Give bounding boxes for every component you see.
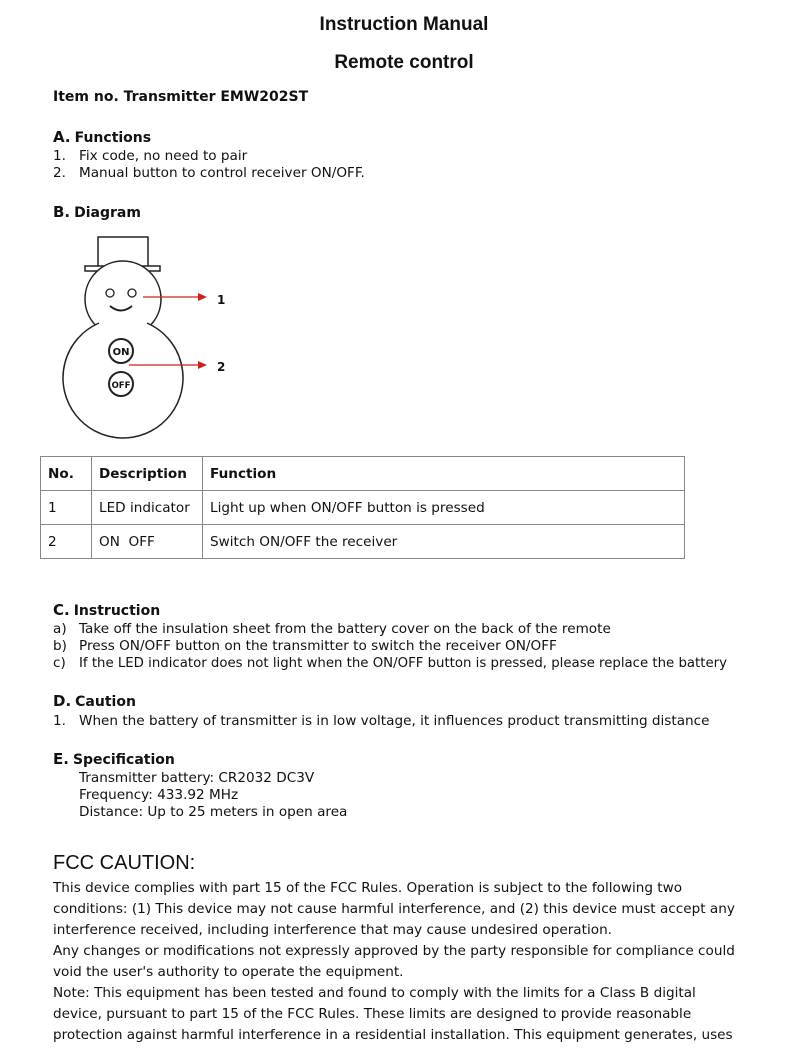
functions-list	[53, 148, 365, 182]
instruction-list	[53, 621, 727, 672]
fcc-heading: FCC CAUTION:	[53, 852, 196, 874]
fcc-line: void the user's authority to operate the equipment.	[53, 964, 404, 980]
off-label: OFF	[111, 381, 131, 391]
section-letter: E.	[53, 750, 69, 768]
page-subtitle: Remote control	[334, 52, 474, 73]
fcc-line: Note: This equipment has been tested and found to comply with the limits for a Class B digital	[53, 985, 696, 1001]
section-diagram-heading	[53, 203, 141, 221]
fcc-line: device, pursuant to part 15 of the FCC Rules. These limits are designed to provide reasonable	[53, 1006, 692, 1022]
fcc-line: interference received, including interference that may cause undesired operation.	[53, 922, 613, 938]
column-header: Description	[92, 457, 203, 491]
section-title: Instruction	[73, 603, 161, 619]
section-title: Caution	[75, 694, 136, 710]
column-header: Function	[203, 457, 685, 491]
list-item	[53, 165, 365, 182]
list-number: 1.	[53, 713, 66, 729]
list-item: Transmitter battery: CR2032 DC3V	[79, 770, 315, 786]
table-row	[41, 491, 685, 525]
fcc-line: Any changes or modifications not expressly approved by the party responsible for compliance could	[53, 943, 735, 959]
on-label: ON	[112, 347, 130, 358]
fcc-text	[53, 878, 735, 1046]
caution-list	[53, 713, 710, 730]
list-number: c)	[53, 655, 66, 671]
table-cell: ON OFF	[92, 525, 203, 559]
item-number: Item no. Transmitter EMW202ST	[53, 89, 309, 105]
table-cell: Light up when ON/OFF button is pressed	[203, 491, 685, 525]
section-caution-heading	[53, 692, 136, 710]
section-instruction-heading	[53, 601, 160, 619]
list-text: Fix code, no need to pair	[79, 148, 248, 164]
fcc-line: This device complies with part 15 of the FCC Rules. Operation is subject to the following two	[53, 880, 683, 896]
section-letter: C.	[53, 601, 70, 619]
list-text: When the battery of transmitter is in low voltage, it influences product transmitting distance	[79, 713, 710, 729]
callout-label-2: 2	[217, 360, 226, 374]
list-item	[53, 621, 727, 638]
arrowhead-icon	[198, 293, 207, 301]
section-specification-heading	[53, 750, 175, 768]
function-table	[40, 456, 685, 559]
page-title: Instruction Manual	[319, 14, 489, 35]
list-item: Frequency: 433.92 MHz	[79, 787, 239, 803]
callout-label-1: 1	[217, 293, 226, 307]
list-number: 1.	[53, 148, 66, 164]
table-header-row	[41, 457, 685, 491]
list-number: 2.	[53, 165, 66, 181]
column-header: No.	[41, 457, 92, 491]
list-number: b)	[53, 638, 67, 654]
arrowhead-icon	[198, 361, 207, 369]
section-title: Diagram	[74, 205, 141, 221]
section-functions-heading	[53, 128, 151, 146]
led-indicator-icon	[106, 289, 114, 297]
list-item	[53, 638, 727, 655]
snowman-diagram	[55, 230, 255, 440]
table-cell: LED indicator	[92, 491, 203, 525]
table-row	[41, 525, 685, 559]
list-number: a)	[53, 621, 67, 637]
section-letter: B.	[53, 203, 71, 221]
section-letter: D.	[53, 692, 72, 710]
list-text: Press ON/OFF button on the transmitter to switch the receiver ON/OFF	[79, 638, 557, 654]
list-text: Take off the insulation sheet from the battery cover on the back of the remote	[79, 621, 611, 637]
list-item	[53, 713, 710, 730]
list-item	[53, 655, 727, 672]
table-cell: 2	[41, 525, 92, 559]
fcc-line: protection against harmful interference in a residential installation. This equipment generates, uses	[53, 1027, 733, 1043]
list-text: If the LED indicator does not light when the ON/OFF button is pressed, please replace the battery	[79, 656, 727, 671]
list-item	[53, 148, 365, 165]
list-item: Distance: Up to 25 meters in open area	[79, 804, 348, 820]
section-title: Specification	[72, 752, 175, 768]
fcc-line: conditions: (1) This device may not cause harmful interference, and (2) this device must accept any	[53, 901, 735, 917]
table-cell: Switch ON/OFF the receiver	[203, 525, 685, 559]
section-letter: A.	[53, 128, 71, 146]
specification-list	[79, 770, 347, 821]
eye-icon	[128, 289, 136, 297]
section-title: Functions	[74, 130, 152, 146]
table-cell: 1	[41, 491, 92, 525]
list-text: Manual button to control receiver ON/OFF.	[79, 165, 365, 181]
